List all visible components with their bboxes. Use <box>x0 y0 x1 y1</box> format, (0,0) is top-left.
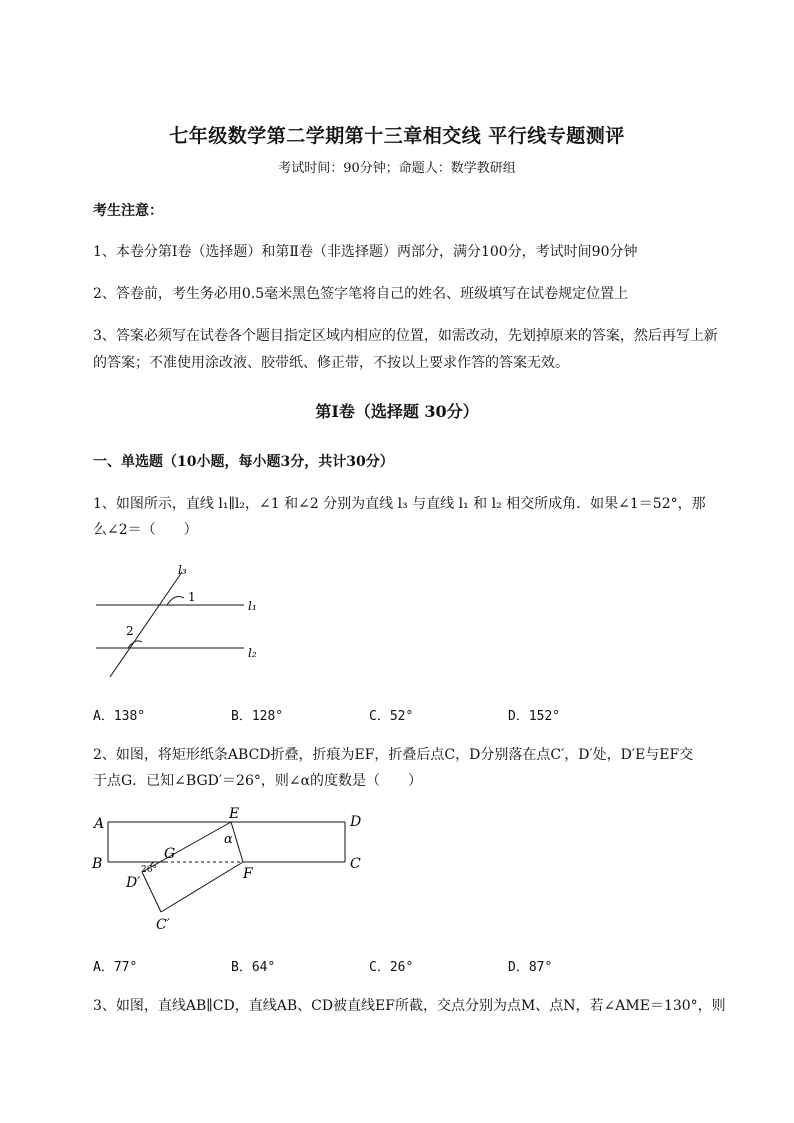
q2-option-b[interactable]: B．64° <box>231 960 276 975</box>
q2-option-a[interactable]: A．77° <box>93 960 138 975</box>
label-l3: l₃ <box>178 563 187 577</box>
label-alpha: α <box>224 832 233 847</box>
label-G: G <box>164 846 176 862</box>
q1-option-d[interactable]: D．152° <box>508 709 561 724</box>
q2-figure <box>88 800 378 940</box>
q2-line-2: 于点G．已知∠BGD′＝26°，则∠α的度数是（ ） <box>93 773 423 789</box>
label-angle-2: 2 <box>126 624 134 638</box>
section-title: 一、单选题（10小题，每小题3分，共计30分） <box>93 454 394 470</box>
label-l2: l₂ <box>248 646 257 660</box>
q3-line-1: 3、如图，直线AB∥CD，直线AB、CD被直线EF所截，交点分别为点M、点N，若∠AME＝130°，则 <box>93 998 726 1014</box>
edge-DC-folded <box>142 872 161 912</box>
notice-item-3-cont: 的答案；不准使用涂改液、胶带纸、修正带，不按以上要求作答的答案无效。 <box>93 355 569 371</box>
page-title: 七年级数学第二学期第十三章相交线 平行线专题测评 <box>169 125 625 147</box>
line-l3 <box>110 572 182 677</box>
q2-option-d[interactable]: D．87° <box>508 960 553 975</box>
label-26deg: 26° <box>141 865 157 875</box>
edge-CF-folded <box>161 862 243 912</box>
angle-1-arc <box>167 597 184 605</box>
q2-option-c[interactable]: C．26° <box>369 960 414 975</box>
q1-option-c[interactable]: C．52° <box>369 709 414 724</box>
q1-line-1: 1、如图所示，直线 l₁∥l₂，∠1 和∠2 分别为直线 l₃ 与直线 l₁ 和 l₂ 相交所成角．如果∠1＝52°，那 <box>93 496 706 512</box>
label-l1: l₁ <box>248 599 257 613</box>
q1-option-a[interactable]: A．138° <box>93 709 146 724</box>
label-E: E <box>229 806 240 822</box>
notice-item-3: 3、答案必须写在试卷各个题目指定区域内相应的位置，如需改动，先划掉原来的答案，然后再写上新 <box>93 328 718 344</box>
q1-option-b[interactable]: B．128° <box>231 709 284 724</box>
q2-line-1: 2、如图，将矩形纸条ABCD折叠，折痕为EF，折叠后点C，D分别落在点C′，D′处，D′E与EF交 <box>93 747 694 763</box>
q1-figure <box>90 560 280 685</box>
label-C-prime: C′ <box>156 917 170 933</box>
label-C: C <box>350 856 361 872</box>
notice-item-1: 1、本卷分第I卷（选择题）和第Ⅱ卷（非选择题）两部分，满分100分，考试时间90分钟 <box>93 244 638 260</box>
notice-item-2: 2、答卷前，考生务必用0.5毫米黑色签字笔将自己的姓名、班级填写在试卷规定位置上 <box>93 286 629 302</box>
label-D: D <box>350 814 362 830</box>
label-D-prime: D′ <box>126 875 141 891</box>
exam-info: 考试时间：90分钟；命题人：数学教研组 <box>278 161 516 176</box>
part1-title: 第I卷（选择题 30分） <box>315 402 479 421</box>
notice-heading: 考生注意： <box>93 203 163 219</box>
label-B: B <box>92 856 103 872</box>
label-F: F <box>243 866 253 882</box>
label-angle-1: 1 <box>188 590 196 604</box>
crease-EF <box>231 822 243 862</box>
label-A: A <box>94 816 105 832</box>
q1-line-2: 么∠2＝（ ） <box>93 522 198 538</box>
